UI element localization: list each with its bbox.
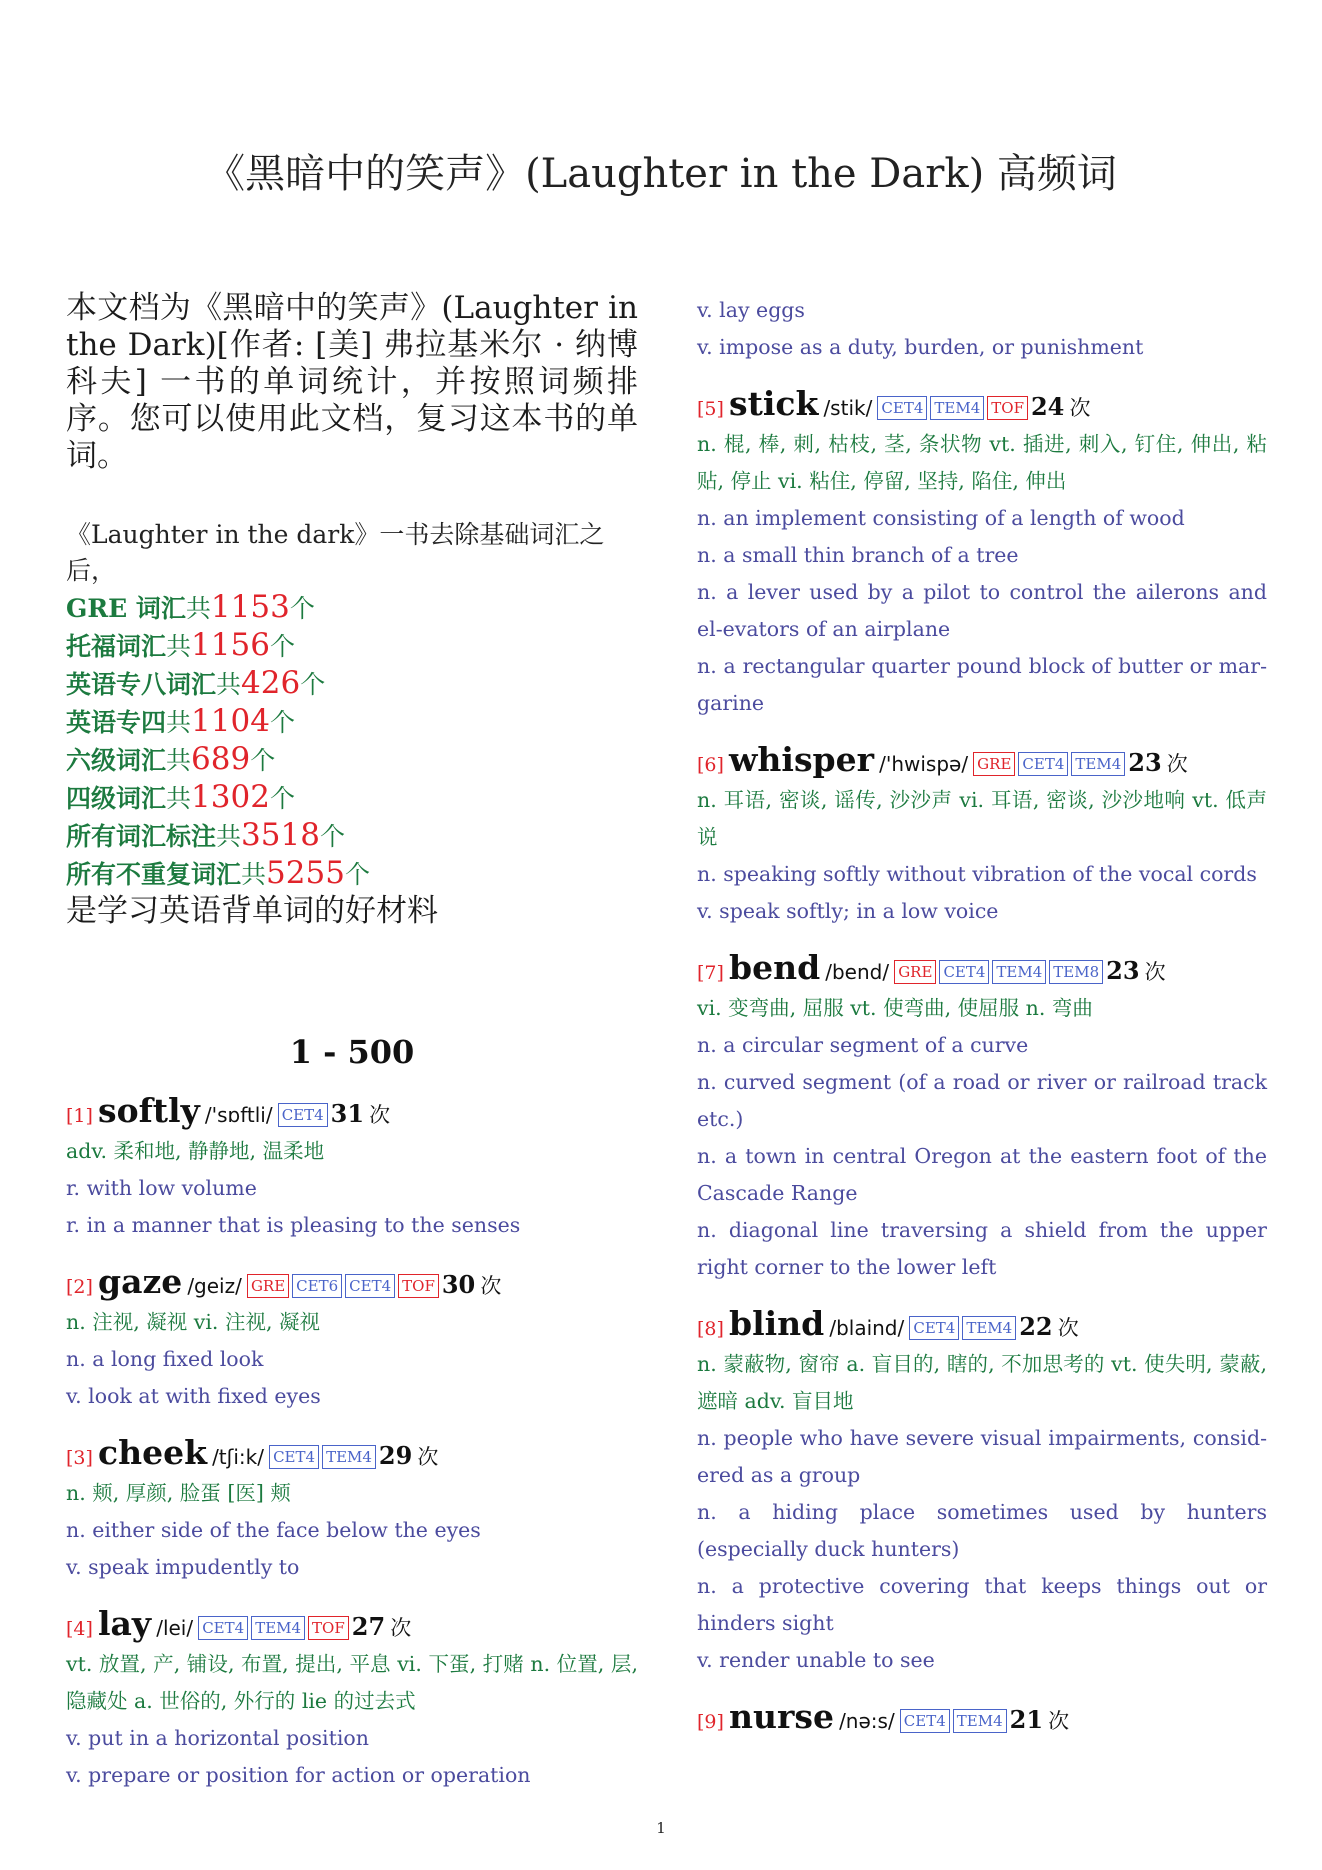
word-entry	[66, 1089, 638, 1244]
english-definition: r. with low volume	[66, 1176, 257, 1200]
frequency-unit: 次	[1048, 1709, 1070, 1733]
entry-header	[697, 1302, 1267, 1346]
summary-line	[66, 703, 638, 741]
headword: bend	[729, 948, 821, 987]
summary-label: 英语专八词汇	[66, 670, 217, 699]
summary-line	[66, 665, 638, 703]
entry-index: [6]	[697, 754, 724, 776]
section-heading: 1 - 500	[289, 1033, 415, 1071]
exam-tag: TEM4	[1071, 752, 1125, 776]
summary-label: 四级词汇	[66, 784, 167, 813]
phonetic: /bend/	[825, 960, 890, 984]
page-number: 1	[656, 1819, 666, 1837]
frequency-unit: 次	[417, 1445, 439, 1469]
frequency-count: 21	[1009, 1705, 1044, 1734]
summary-mid: 共	[166, 632, 192, 661]
english-definition: n. a rectangular quarter pound block of butter or mar-garine	[697, 654, 1267, 715]
chinese-definition: n. 注视, 凝视 vi. 注视, 凝视	[66, 1310, 320, 1334]
headword: whisper	[729, 740, 874, 779]
exam-tag: CET4	[1018, 752, 1068, 776]
word-entry	[697, 1695, 1267, 1739]
chinese-definition: adv. 柔和地, 静静地, 温柔地	[66, 1139, 325, 1163]
summary-line	[66, 741, 638, 779]
frequency-count: 30	[441, 1270, 476, 1299]
headword: softly	[98, 1091, 200, 1130]
english-definition: v. impose as a duty, burden, or punishment	[697, 335, 1144, 359]
exam-tag: CET6	[292, 1274, 342, 1298]
phonetic: /tʃi:k/	[212, 1445, 264, 1469]
exam-tag: TEM8	[1049, 960, 1103, 984]
summary-unit: 个	[289, 594, 315, 623]
intro-paragraph: 本文档为《黑暗中的笑声》(Laughter in the Dark)[作者: [美] 弗拉基米尔 · 纳博科夫] 一书的单词统计，并按照词频排序。您可以使用此文档，复习这本书的单词。	[66, 290, 638, 474]
summary-unit: 个	[269, 632, 295, 661]
frequency-count: 23	[1106, 956, 1140, 985]
entry-index: [5]	[697, 398, 724, 420]
english-definition: v. look at with fixed eyes	[66, 1384, 321, 1408]
summary-label: 所有词汇标注	[66, 822, 217, 851]
summary-line	[66, 779, 638, 817]
summary-mid: 共	[241, 860, 267, 889]
exam-tag: CET4	[198, 1616, 248, 1640]
entry-header	[697, 382, 1267, 426]
exam-tag: TEM4	[953, 1709, 1007, 1733]
entry-index: [3]	[66, 1447, 93, 1469]
summary-mid: 共	[216, 822, 242, 851]
exam-tag: TEM4	[992, 960, 1046, 984]
english-definition: v. prepare or position for action or operation	[66, 1763, 531, 1787]
frequency-count: 31	[330, 1099, 365, 1128]
summary-label: 托福词汇	[66, 632, 167, 661]
left-column	[66, 290, 638, 1810]
english-definition: n. a lever used by a pilot to control the ailerons and el-evators of an airplane	[697, 580, 1267, 641]
summary-count: 1302	[191, 779, 270, 815]
word-entry	[697, 1302, 1267, 1679]
english-definition: n. a town in central Oregon at the eastern foot of the Cascade Range	[697, 1144, 1267, 1205]
summary-mid: 共	[166, 784, 192, 813]
summary-count: 5255	[266, 855, 345, 891]
exam-tag: CET4	[877, 396, 927, 420]
document-title: 《黑暗中的笑声》(Laughter in the Dark) 高频词	[205, 151, 1117, 197]
english-definition: n. a hiding place sometimes used by hunters (especially duck hunters)	[697, 1500, 1267, 1561]
exam-tag: TEM4	[962, 1316, 1016, 1340]
continued-definitions	[697, 292, 1267, 366]
frequency-count: 23	[1128, 748, 1162, 777]
word-entry	[697, 738, 1267, 930]
english-definition: n. people who have severe visual impairments, consid-ered as a group	[697, 1426, 1267, 1487]
summary-line	[66, 627, 638, 665]
summary-intro: 《Laughter in the dark》一书去除基础词汇之后，	[66, 520, 605, 585]
exam-tag: CET4	[345, 1274, 395, 1298]
english-definition: n. a small thin branch of a tree	[697, 543, 1019, 567]
headword: blind	[729, 1304, 825, 1343]
english-definition: n. an implement consisting of a length of wood	[697, 506, 1185, 530]
frequency-unit: 次	[1069, 396, 1091, 420]
summary-line	[66, 589, 638, 627]
frequency-count: 22	[1019, 1312, 1053, 1341]
summary-unit: 个	[269, 708, 295, 737]
exam-tag: TOF	[987, 396, 1028, 420]
exam-tag: CET4	[939, 960, 989, 984]
frequency-unit: 次	[480, 1274, 502, 1298]
phonetic: /nə:s/	[839, 1709, 895, 1733]
english-definition: v. put in a horizontal position	[66, 1726, 369, 1750]
phonetic: /blaind/	[829, 1316, 905, 1340]
entry-header	[697, 946, 1267, 990]
entry-header	[66, 1260, 638, 1304]
exam-tag: TEM4	[251, 1616, 305, 1640]
summary-unit: 个	[300, 670, 326, 699]
summary-label: 所有不重复词汇	[66, 860, 242, 889]
exam-tag: CET4	[909, 1316, 959, 1340]
phonetic: /geiz/	[187, 1274, 242, 1298]
right-column	[697, 292, 1267, 1755]
summary-count: 3518	[241, 817, 320, 853]
summary-count: 426	[241, 665, 301, 701]
summary-conclusion: 是学习英语背单词的好材料	[66, 893, 438, 929]
entry-header	[697, 738, 1267, 782]
exam-tag: TEM4	[930, 396, 984, 420]
summary-count: 1153	[210, 589, 290, 625]
english-definition: v. speak impudently to	[66, 1555, 300, 1579]
entry-index: [4]	[66, 1618, 93, 1640]
phonetic: /lei/	[156, 1616, 194, 1640]
frequency-count: 27	[351, 1612, 386, 1641]
summary-label: 六级词汇	[66, 746, 167, 775]
entry-index: [7]	[697, 962, 724, 984]
summary-unit: 个	[344, 860, 370, 889]
frequency-unit: 次	[1057, 1316, 1079, 1340]
frequency-count: 29	[378, 1441, 413, 1470]
entry-header	[697, 1695, 1267, 1739]
frequency-unit: 次	[390, 1616, 412, 1640]
entry-index: [8]	[697, 1318, 724, 1340]
exam-tag: TOF	[308, 1616, 349, 1640]
headword: lay	[98, 1604, 152, 1643]
chinese-definition: n. 耳语, 密谈, 谣传, 沙沙声 vi. 耳语, 密谈, 沙沙地响 vt. 低声说	[697, 788, 1267, 849]
summary-mid: 共	[216, 670, 242, 699]
english-definition: v. lay eggs	[697, 298, 805, 322]
summary-count: 1104	[191, 703, 270, 739]
english-definition: r. in a manner that is pleasing to the senses	[66, 1213, 521, 1237]
exam-tag: TOF	[398, 1274, 439, 1298]
word-list-left	[66, 1089, 638, 1794]
frequency-unit: 次	[1144, 960, 1166, 984]
word-entry	[66, 1602, 638, 1794]
headword: stick	[729, 384, 819, 423]
vocabulary-summary	[66, 517, 638, 929]
frequency-unit: 次	[1166, 752, 1188, 776]
frequency-count: 24	[1030, 392, 1065, 421]
summary-line	[66, 817, 638, 855]
entry-header	[66, 1602, 638, 1646]
chinese-definition: vi. 变弯曲, 屈服 vt. 使弯曲, 使屈服 n. 弯曲	[697, 996, 1093, 1020]
phonetic: /'hwispə/	[879, 752, 969, 776]
exam-tag: TEM4	[322, 1445, 376, 1469]
english-definition: n. a protective covering that keeps things out or hinders sight	[697, 1574, 1267, 1635]
phonetic: /'sɒftli/	[204, 1103, 273, 1127]
chinese-definition: n. 颊, 厚颜, 脸蛋 [医] 颊	[66, 1481, 291, 1505]
entry-header	[66, 1431, 638, 1475]
entry-header	[66, 1089, 638, 1133]
word-entry	[66, 1431, 638, 1586]
english-definition: n. curved segment (of a road or river or railroad track etc.)	[697, 1070, 1267, 1131]
entry-index: [1]	[66, 1105, 93, 1127]
exam-tag: CET4	[269, 1445, 319, 1469]
english-definition: n. diagonal line traversing a shield from the upper right corner to the lower left	[697, 1218, 1267, 1279]
summary-mid: 共	[166, 746, 192, 775]
entry-index: [9]	[697, 1711, 724, 1733]
english-definition: v. render unable to see	[697, 1648, 935, 1672]
summary-line	[66, 855, 638, 893]
frequency-unit: 次	[369, 1103, 391, 1127]
headword: nurse	[729, 1697, 834, 1736]
exam-tag: CET4	[278, 1103, 328, 1127]
word-entry	[66, 1260, 638, 1415]
word-list-right	[697, 382, 1267, 1739]
exam-tag: GRE	[894, 960, 936, 984]
summary-unit: 个	[250, 746, 276, 775]
summary-count: 1156	[191, 627, 270, 663]
summary-label: GRE 词汇	[66, 594, 186, 623]
english-definition: n. speaking softly without vibration of the vocal cords	[697, 862, 1257, 886]
english-definition: n. a long fixed look	[66, 1347, 264, 1371]
headword: gaze	[98, 1262, 183, 1301]
exam-tag: GRE	[973, 752, 1015, 776]
chinese-definition: n. 棍, 棒, 刺, 枯枝, 茎, 条状物 vt. 插进, 刺入, 钉住, 伸出, 粘贴, 停止 vi. 粘住, 停留, 坚持, 陷住, 伸出	[697, 432, 1267, 493]
exam-tag: CET4	[900, 1709, 950, 1733]
summary-mid: 共	[185, 594, 211, 623]
word-entry	[697, 946, 1267, 1286]
english-definition: v. speak softly; in a low voice	[697, 899, 999, 923]
word-entry	[697, 382, 1267, 722]
english-definition: n. a circular segment of a curve	[697, 1033, 1029, 1057]
summary-label: 英语专四	[66, 708, 167, 737]
summary-unit: 个	[269, 784, 295, 813]
entry-index: [2]	[66, 1276, 93, 1298]
summary-mid: 共	[166, 708, 192, 737]
chinese-definition: vt. 放置, 产, 铺设, 布置, 提出, 平息 vi. 下蛋, 打赌 n. 位置, 层, 隐藏处 a. 世俗的, 外行的 lie 的过去式	[66, 1652, 638, 1713]
headword: cheek	[98, 1433, 207, 1472]
chinese-definition: n. 蒙蔽物, 窗帘 a. 盲目的, 瞎的, 不加思考的 vt. 使失明, 蒙蔽, 遮暗 adv. 盲目地	[697, 1352, 1267, 1413]
phonetic: /stik/	[823, 396, 873, 420]
english-definition: n. either side of the face below the eyes	[66, 1518, 481, 1542]
summary-count: 689	[191, 741, 251, 777]
exam-tag: GRE	[247, 1274, 289, 1298]
summary-unit: 个	[319, 822, 345, 851]
